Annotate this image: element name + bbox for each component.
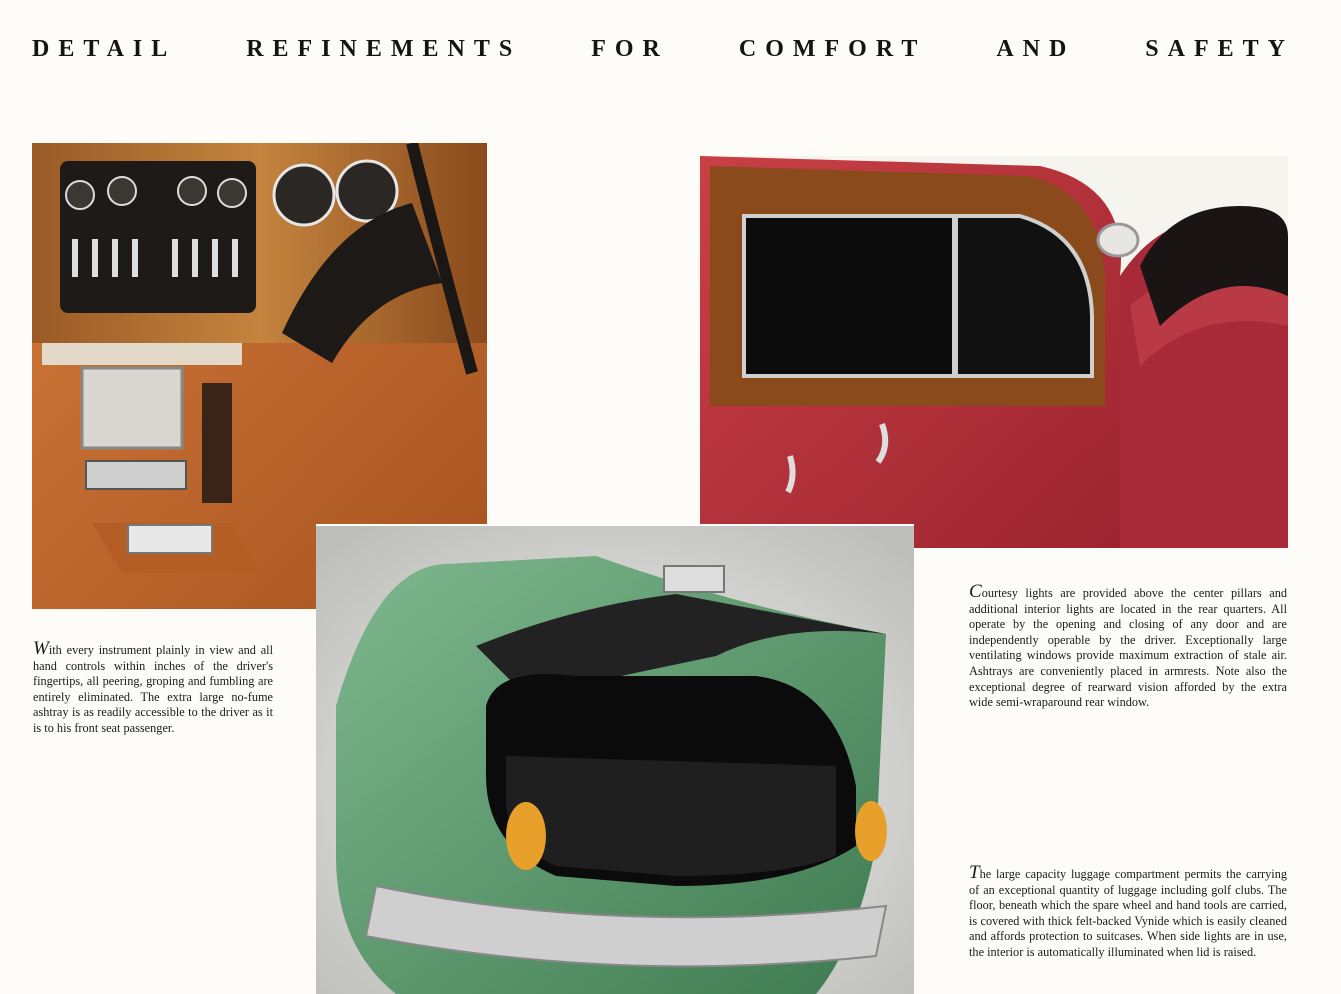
caption-text: ourtesy lights are provided above the center pillars and additional interior lights are located in the rear quarters. All operate by the opening and closing of any door and are independently operable by the driver. Exceptionally large ventilating windows provide maximum extraction of stale air. Ashtrays are conveniently placed in armrests. Note also the exceptional degree of rearward vision afforded by the extra wide semi-wraparound rear window. bbox=[969, 586, 1287, 710]
dashboard-caption bbox=[33, 638, 273, 737]
interior-caption bbox=[969, 581, 1287, 711]
drop-cap: W bbox=[33, 638, 49, 659]
heading-word: COMFORT bbox=[738, 36, 927, 62]
heading-word: FOR bbox=[591, 36, 669, 62]
page-heading bbox=[32, 36, 1294, 63]
luggage-illustration bbox=[316, 524, 914, 994]
caption-text: he large capacity luggage compartment permits the carrying of an exceptional quantity of luggage including golf clubs. The floor, beneath which the spare wheel and hand tools are carried, is covered with thick felt-backed Vynide which is easily cleaned and affords protection to suitcases. When side lights are in use, the interior is automatically illuminated when lid is raised. bbox=[969, 867, 1287, 959]
heading-word: DETAIL bbox=[32, 36, 177, 62]
caption-text: ith every instrument plainly in view and all hand controls within inches of the driver's fingertips, all peering, groping and fumbling are entirely eliminated. The extra large no-fume ashtray is as readily accessible to the driver as it is to his front seat passenger. bbox=[33, 643, 273, 735]
luggage-caption bbox=[969, 862, 1287, 961]
interior-illustration bbox=[700, 156, 1288, 548]
heading-word: SAFETY bbox=[1145, 36, 1294, 62]
heading-word: REFINEMENTS bbox=[246, 36, 522, 62]
drop-cap: C bbox=[969, 581, 982, 602]
drop-cap: T bbox=[969, 862, 980, 883]
heading-word: AND bbox=[996, 36, 1076, 62]
